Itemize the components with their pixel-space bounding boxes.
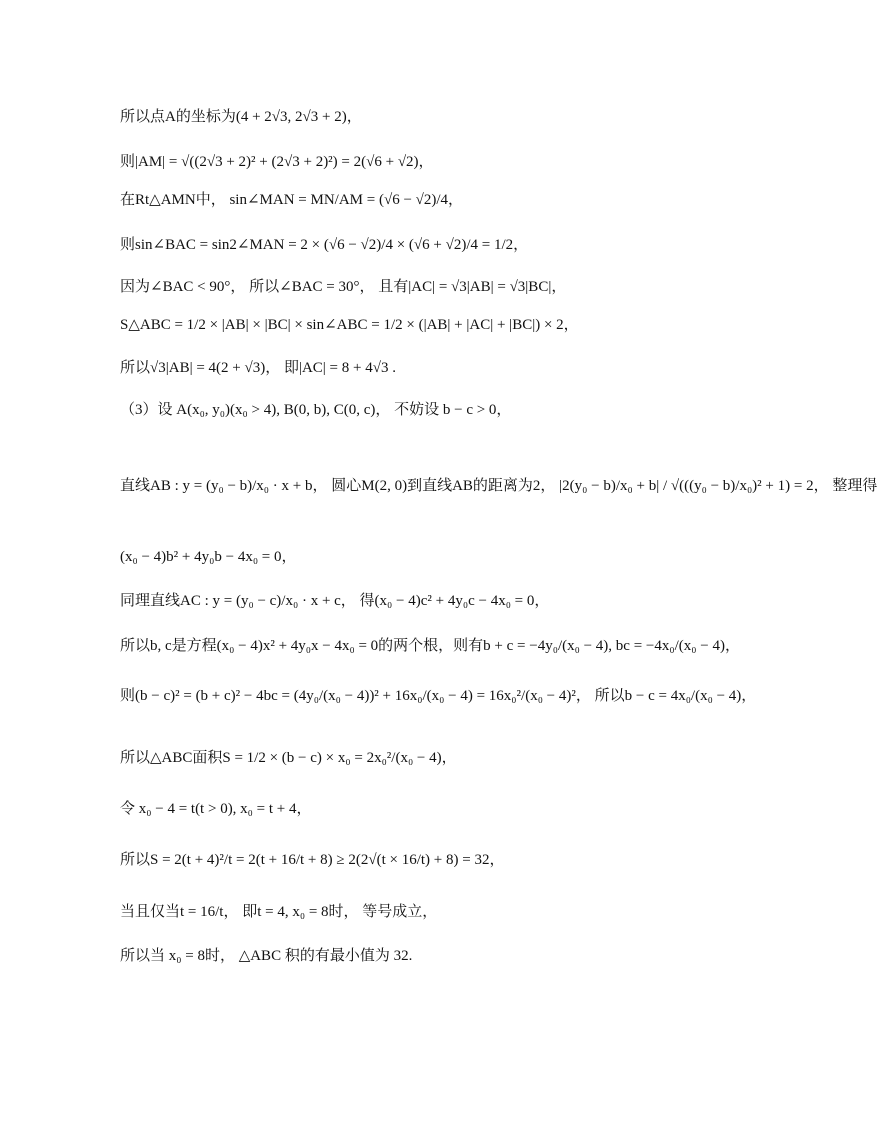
text-line-b-equation: (x₀ − 4)b² + 4y₀b − 4x₀ = 0， bbox=[120, 549, 297, 565]
text-line-inequality: 所以S = 2(t + 4)²/t = 2(t + 16/t + 8) ≥ 2(2√(t × 16/t) + 8) = 32， bbox=[120, 852, 505, 868]
text-line-point-a-coordinates: 所以点A的坐标为(4 + 2√3, 2√3 + 2)， bbox=[120, 109, 362, 125]
text-line-area-abc: S△ABC = 1/2 × |AB| × |BC| × sin∠ABC = 1/2 × (|AB| + |AC| + |BC|) × 2， bbox=[120, 317, 579, 333]
text-line-equality-condition: 当且仅当t = 16/t， 即t = 4, x₀ = 8时， 等号成立， bbox=[120, 904, 438, 920]
text-line-substitution: 令 x₀ − 4 = t(t > 0), x₀ = t + 4， bbox=[120, 801, 312, 817]
text-line-line-ac: 同理直线AC : y = (y₀ − c)/x₀ · x + c， 得(x₀ − 4)c² + 4y₀c − 4x₀ = 0， bbox=[120, 593, 550, 609]
text-line-sin-man: 在Rt△AMN中， sin∠MAN = MN/AM = (√6 − √2)/4， bbox=[120, 192, 464, 208]
text-line-line-ab-distance: 直线AB : y = (y₀ − b)/x₀ · x + b， 圆心M(2, 0)到直线AB的距离为2， |2(y₀ − b)/x₀ + b| / √(((y₀ − b)/x₀)² + 1) = 2， 整理得 bbox=[120, 478, 877, 494]
text-line-area-s: 所以△ABC面积S = 1/2 × (b − c) × x₀ = 2x₀²/(x₀ − 4)， bbox=[120, 750, 457, 766]
text-line-sin-bac: 则sin∠BAC = sin2∠MAN = 2 × (√6 − √2)/4 × (√6 + √2)/4 = 1/2， bbox=[120, 237, 529, 253]
text-line-part3-setup: （3）设 A(x₀, y₀)(x₀ > 4), B(0, b), C(0, c)， 不妨设 b − c > 0， bbox=[120, 402, 512, 418]
text-line-ac-result: 所以√3|AB| = 4(2 + √3)， 即|AC| = 8 + 4√3 . bbox=[120, 360, 396, 376]
text-line-am-length: 则|AM| = √((2√3 + 2)² + (2√3 + 2)²) = 2(√6 + √2)， bbox=[120, 154, 434, 170]
text-line-vieta: 所以b, c是方程(x₀ − 4)x² + 4y₀x − 4x₀ = 0的两个根，则有b + c = −4y₀/(x₀ − 4), bc = −4x₀/(x₀ − 4)， bbox=[120, 638, 740, 654]
text-line-conclusion: 所以当 x₀ = 8时， △ABC 积的有最小值为 32. bbox=[120, 948, 413, 964]
text-line-b-minus-c: 则(b − c)² = (b + c)² − 4bc = (4y₀/(x₀ − 4))² + 16x₀/(x₀ − 4) = 16x₀²/(x₀ − 4)²， 所以b − c = 4x₀/(x₀ − 4)， bbox=[120, 688, 757, 704]
text-line-angle-bac: 因为∠BAC < 90°， 所以∠BAC = 30°， 且有|AC| = √3|AB| = √3|BC|， bbox=[120, 279, 567, 295]
